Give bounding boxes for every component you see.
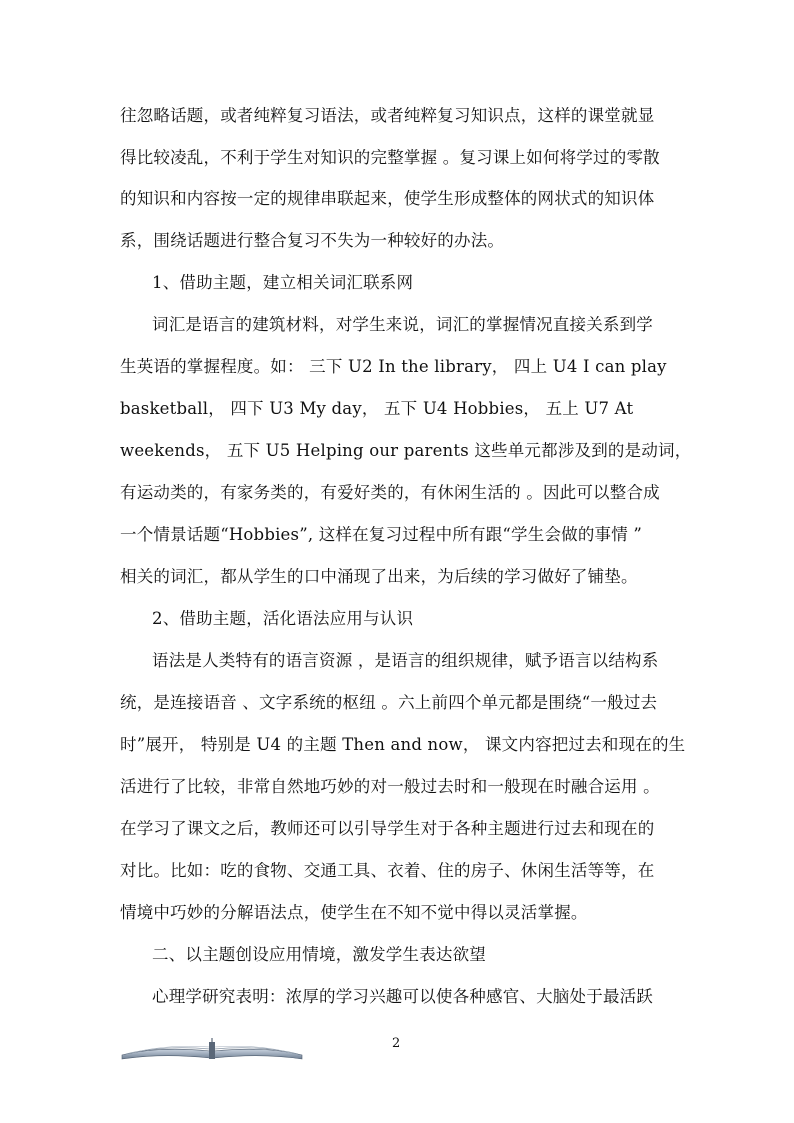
section-heading: 二、以主题创设应用情境，激发学生表达欲望	[152, 945, 486, 964]
body-text-line: 生英语的掌握程度。如： 三下 U2 In the library， 四上 U4 I can play	[120, 357, 667, 376]
open-book-icon	[118, 1036, 306, 1060]
body-text-line: 统，是连接语音 、文字系统的枢纽 。六上前四个单元都是围绕“一般过去	[120, 693, 658, 712]
body-text-line: 词汇是语言的建筑材料，对学生来说，词汇的掌握情况直接关系到学	[152, 315, 653, 334]
body-text-line: 在学习了课文之后，教师还可以引导学生对于各种主题进行过去和现在的	[120, 819, 655, 838]
body-text-line: 有运动类的，有家务类的，有爱好类的，有休闲生活的 。因此可以整合成	[120, 483, 660, 502]
body-text-line: 心理学研究表明：浓厚的学习兴趣可以使各种感官、大脑处于最活跃	[152, 987, 653, 1006]
body-text-line: 活进行了比较，非常自然地巧妙的对一般过去时和一般现在时融合运用 。	[120, 777, 660, 796]
body-text-line: 的知识和内容按一定的规律串联起来，使学生形成整体的网状式的知识体	[120, 189, 655, 208]
page-number: 2	[392, 1036, 401, 1051]
body-text-line: 对比。比如：吃的食物、交通工具、衣着、住的房子、休闲生活等等，在	[120, 861, 655, 880]
section-heading: 2、借助主题，活化语法应用与认识	[152, 609, 414, 628]
body-text-line: 相关的词汇，都从学生的口中涌现了出来，为后续的学习做好了铺垫。	[120, 567, 638, 586]
body-text-line: 语法是人类特有的语言资源 ，是语言的组织规律，赋予语言以结构系	[152, 651, 659, 670]
body-text-line: basketball， 四下 U3 My day， 五下 U4 Hobbies， 五上 U7 At	[120, 399, 634, 418]
section-heading: 1、借助主题，建立相关词汇联系网	[152, 273, 414, 292]
body-text-line: 得比较凌乱，不利于学生对知识的完整掌握 。复习课上如何将学过的零散	[120, 148, 660, 167]
body-text-line: 往忽略话题，或者纯粹复习语法，或者纯粹复习知识点，这样的课堂就显	[120, 106, 655, 125]
body-text-line: 时”展开， 特别是 U4 的主题 Then and now， 课文内容把过去和现在的生	[120, 735, 686, 754]
body-text-line: 情境中巧妙的分解语法点，使学生在不知不觉中得以灵活掌握。	[120, 903, 588, 922]
body-text-line: 一个情景话题“Hobbies”, 这样在复习过程中所有跟“学生会做的事情 ”	[120, 525, 643, 544]
body-text-line: weekends， 五下 U5 Helping our parents 这些单元都涉及到的是动词，	[120, 441, 692, 460]
body-text-line: 系，围绕话题进行整合复习不失为一种较好的办法。	[120, 231, 505, 250]
